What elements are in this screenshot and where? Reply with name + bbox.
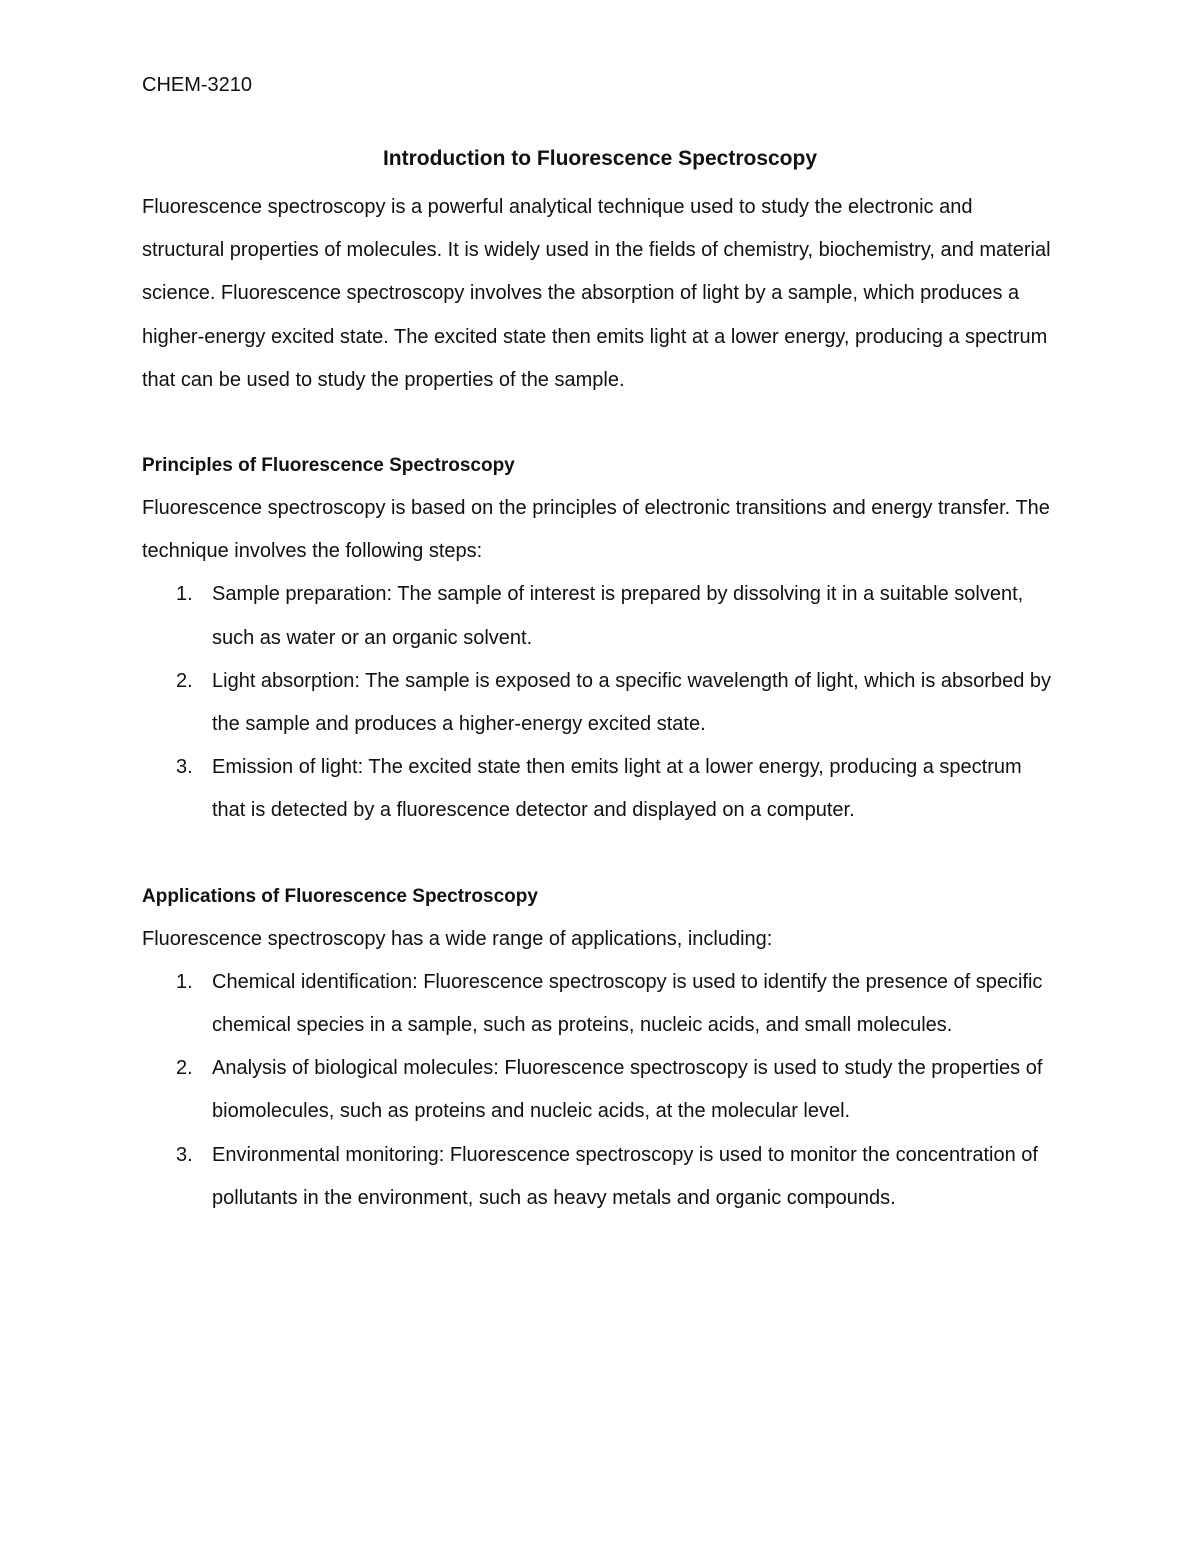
list-item bbox=[142, 1047, 1058, 1133]
list-number: 3. bbox=[176, 1143, 193, 1166]
applications-intro: Fluorescence spectroscopy has a wide range of applications, including: bbox=[142, 927, 773, 950]
intro-paragraph: Fluorescence spectroscopy is a powerful analytical technique used to study the electronic and structural properties of molecules. It is widely used in the fields of chemistry, biochemistry, and material science. Fluorescence spectroscopy involves the absorption of light by a sample, which produces a higher-energy excited state. The excited state then emits light at a lower energy, producing a spectrum that can be used to study the properties of the sample. bbox=[142, 196, 1051, 391]
course-code: CHEM-3210 bbox=[142, 74, 253, 96]
section-spacer bbox=[142, 402, 1058, 445]
list-item-text: Analysis of biological molecules: Fluorescence spectroscopy is used to study the properties of biomolecules, such as proteins and nucleic acids, at the molecular level. bbox=[212, 1057, 1043, 1123]
list-number: 2. bbox=[176, 669, 193, 692]
list-item bbox=[142, 1134, 1058, 1220]
list-number: 1. bbox=[176, 970, 193, 993]
list-item-text: Sample preparation: The sample of interest is prepared by dissolving it in a suitable solvent, such as water or an organic solvent. bbox=[212, 583, 1024, 649]
document-body bbox=[142, 142, 1058, 1220]
list-item-text: Chemical identification: Fluorescence spectroscopy is used to identify the presence of specific chemical species in a sample, such as proteins, nucleic acids, and small molecules. bbox=[212, 970, 1043, 1037]
list-number: 3. bbox=[176, 756, 193, 779]
section-spacer bbox=[142, 833, 1058, 876]
applications-list bbox=[142, 961, 1058, 1220]
document-title: Introduction to Fluorescence Spectroscopy bbox=[382, 147, 818, 170]
applications-heading: Applications of Fluorescence Spectroscopy bbox=[142, 885, 538, 907]
list-item-text: Light absorption: The sample is exposed to a specific wavelength of light, which is absorbed by the sample and produces a higher-energy excited state. bbox=[212, 669, 1052, 736]
list-item bbox=[142, 961, 1058, 1047]
list-item bbox=[142, 746, 1058, 832]
list-item bbox=[142, 573, 1058, 659]
list-item-text: Emission of light: The excited state then emits light at a lower energy, producing a spectrum that is detected by a fluorescence detector and displayed on a computer. bbox=[212, 756, 1022, 822]
principles-intro: Fluorescence spectroscopy is based on the principles of electronic transitions and energy transfer. The technique involves the following steps: bbox=[142, 497, 1050, 563]
principles-heading: Principles of Fluorescence Spectroscopy bbox=[142, 455, 515, 477]
list-item bbox=[142, 660, 1058, 746]
list-number: 2. bbox=[176, 1057, 193, 1080]
principles-list bbox=[142, 573, 1058, 832]
list-item-text: Environmental monitoring: Fluorescence spectroscopy is used to monitor the concentration of pollutants in the environment, such as heavy metals and organic compounds. bbox=[212, 1143, 1038, 1209]
list-number: 1. bbox=[176, 583, 193, 606]
